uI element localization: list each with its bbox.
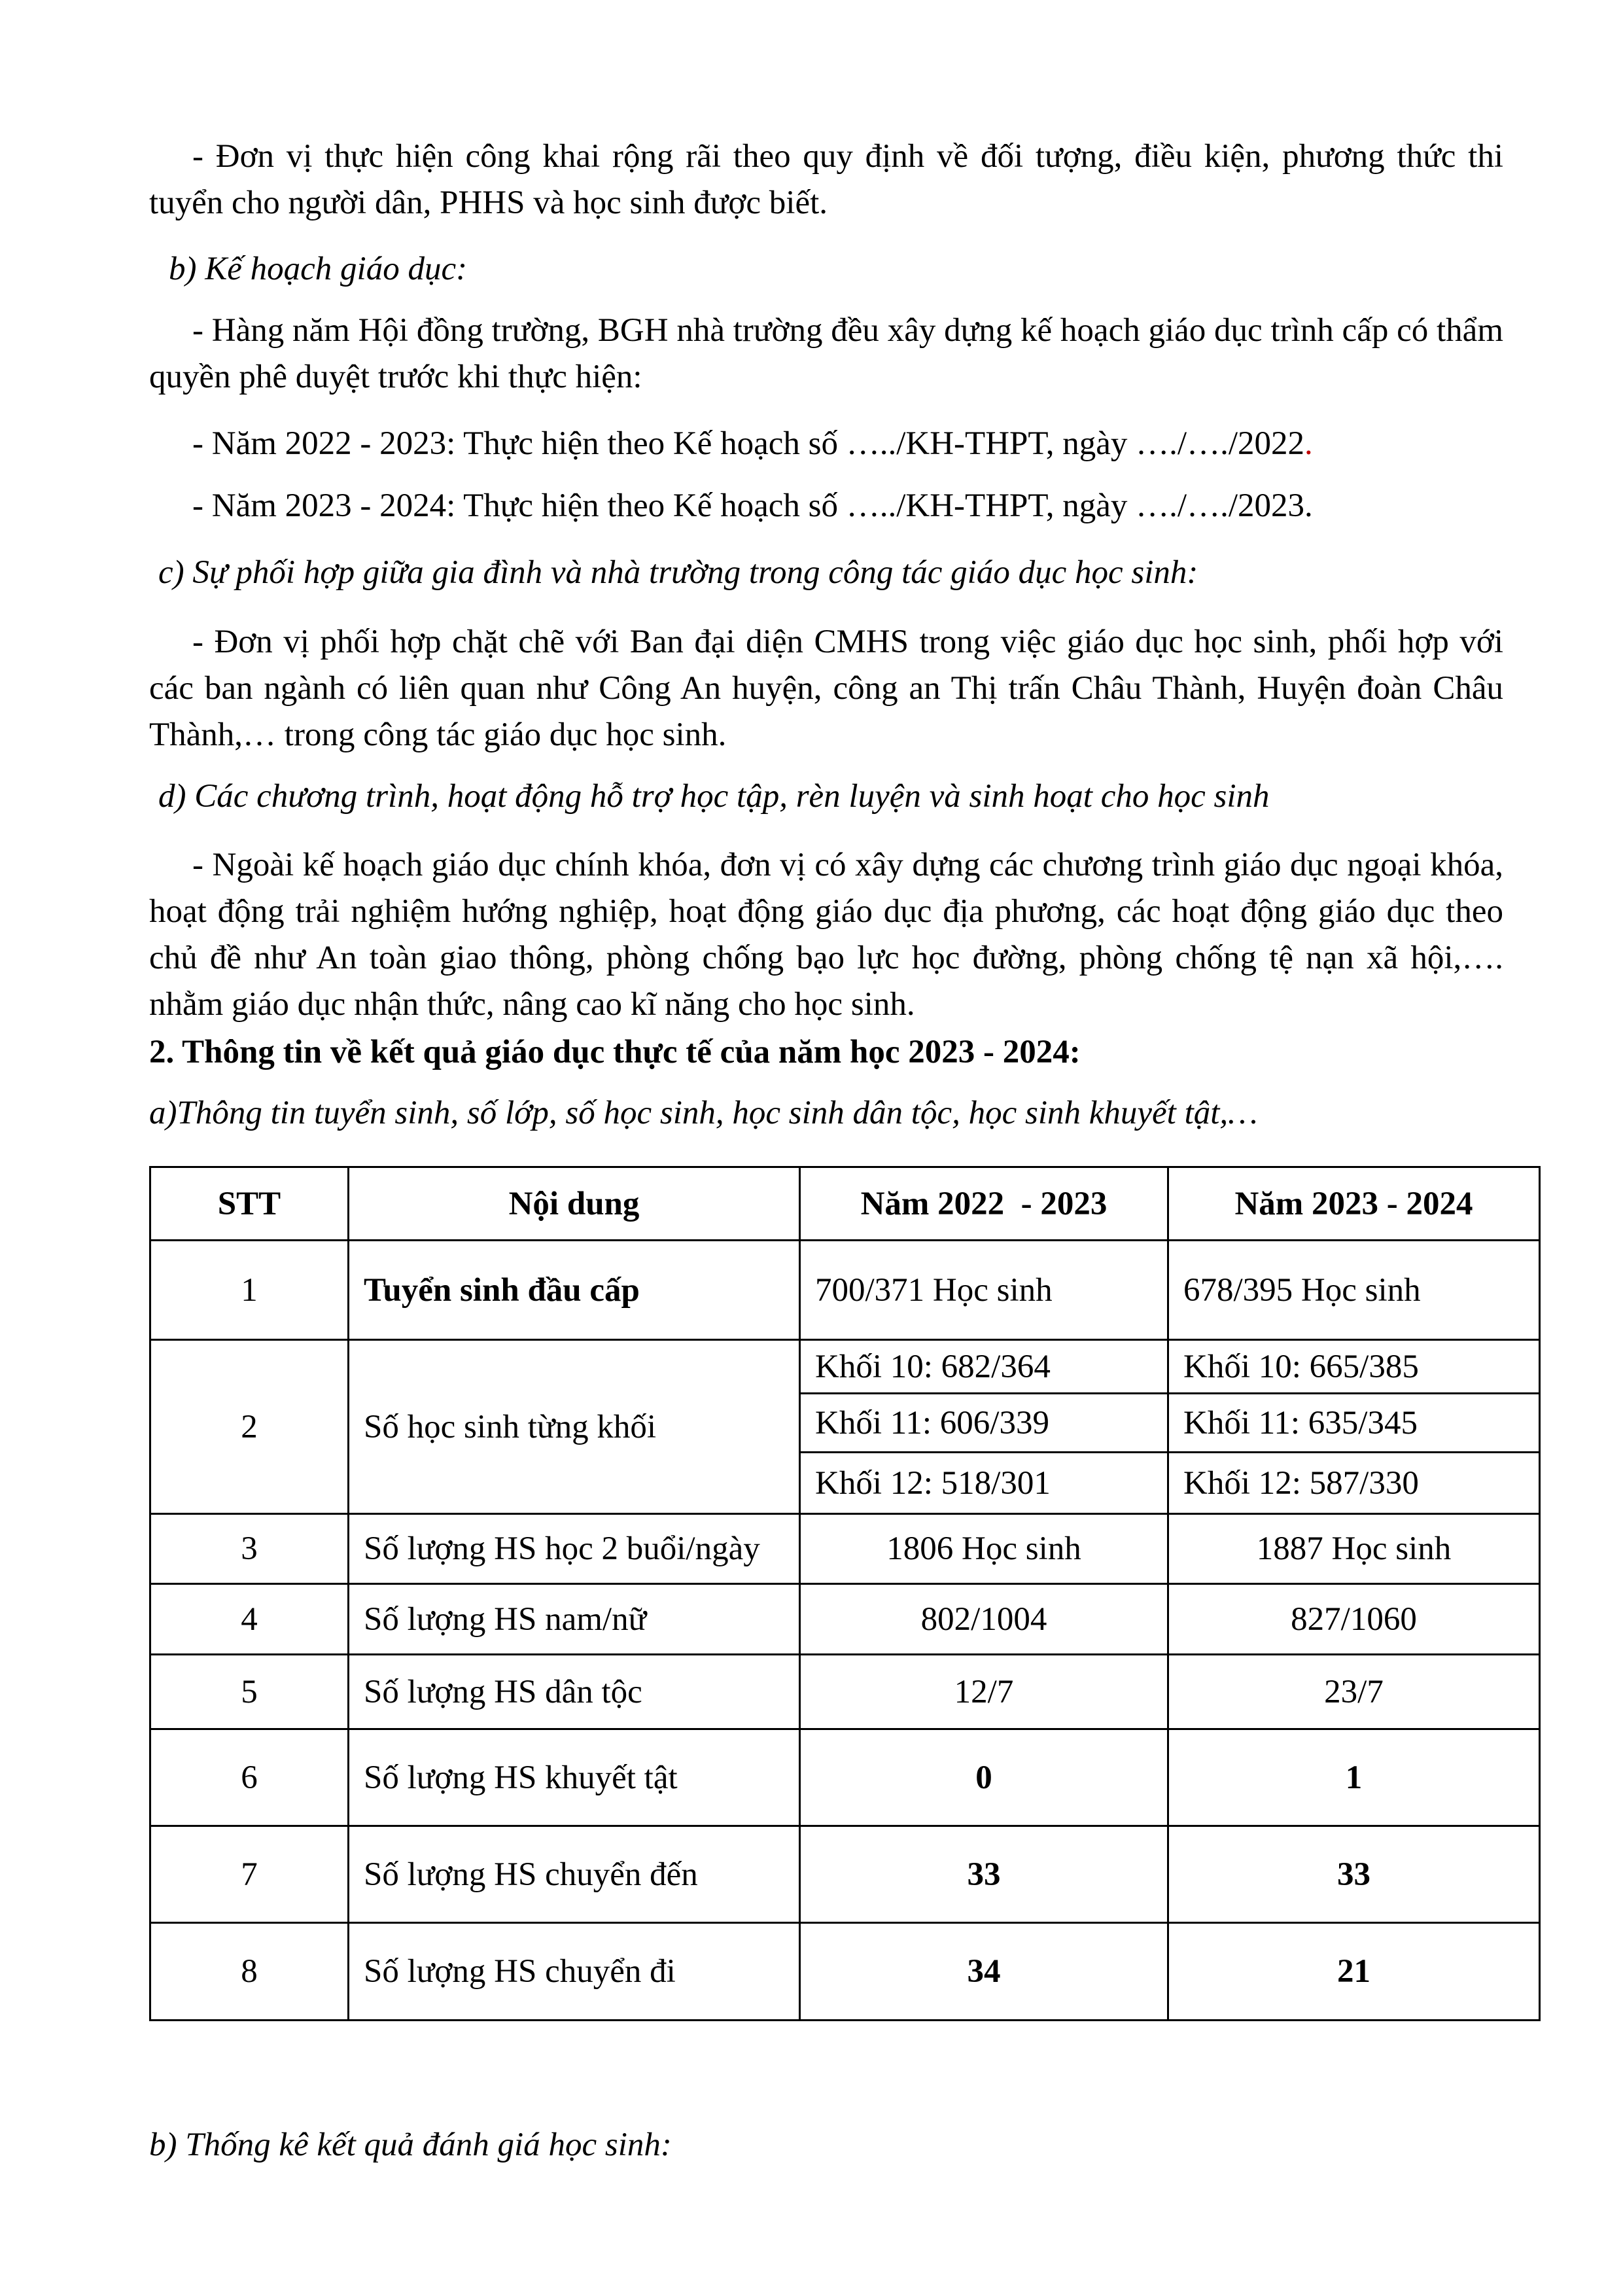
- cell-stt: 7: [150, 1826, 349, 1923]
- cell-content: Số lượng HS nam/nữ: [349, 1584, 800, 1655]
- cell-year2: Khối 12: 587/330: [1168, 1453, 1540, 1514]
- heading-education-plan: b) Kế hoạch giáo dục:: [169, 251, 468, 287]
- cell-year2: Khối 11: 635/345: [1168, 1394, 1540, 1453]
- cell-year2: 21: [1168, 1923, 1540, 2021]
- cell-year2: 678/395 Học sinh: [1168, 1241, 1540, 1340]
- cell-year1: 33: [800, 1826, 1168, 1923]
- plan-2022-text: - Năm 2022 - 2023: Thực hiện theo Kế hoạch số …../KH-THPT, ngày …./…./2022: [192, 425, 1304, 462]
- admission-table: [149, 1166, 1541, 2021]
- cell-year2: 1887 Học sinh: [1168, 1514, 1540, 1584]
- table-row: [150, 1923, 1540, 2021]
- header-year-2022: Năm 2022 - 2023: [800, 1167, 1168, 1241]
- cell-content: Số học sinh từng khối: [349, 1340, 800, 1514]
- cell-stt: 4: [150, 1584, 349, 1655]
- table-header-row: [150, 1167, 1540, 1241]
- cell-stt: 1: [150, 1241, 349, 1340]
- cell-year2: 33: [1168, 1826, 1540, 1923]
- paragraph-publicity: - Đơn vị thực hiện công khai rộng rãi theo quy định về đối tượng, điều kiện, phương thức thi tuyển cho người dân, PHHS và học sinh được biết.: [149, 138, 1503, 221]
- plan-2022-dot: .: [1304, 425, 1313, 462]
- header-year-2023: Năm 2023 - 2024: [1168, 1167, 1540, 1241]
- cell-stt: 3: [150, 1514, 349, 1584]
- table-row: [150, 1655, 1540, 1729]
- table-row: [150, 1584, 1540, 1655]
- cell-year2: 1: [1168, 1729, 1540, 1826]
- heading-assessment-stats: b) Thống kê kết quả đánh giá học sinh:: [149, 2127, 672, 2163]
- cell-year1: 1806 Học sinh: [800, 1514, 1168, 1584]
- section-2-title: 2. Thông tin về kết quả giáo dục thực tế của năm học 2023 - 2024:: [149, 1034, 1081, 1070]
- paragraph-plan-2022: [192, 421, 1313, 467]
- heading-support-programs: d) Các chương trình, hoạt động hỗ trợ học tập, rèn luyện và sinh hoạt cho học sinh: [158, 778, 1270, 815]
- paragraph-programs: - Ngoài kế hoạch giáo dục chính khóa, đơn vị có xây dựng các chương trình giáo dục ngoại khóa, hoạt động trải nghiệm hướng nghiệp, hoạt động giáo dục địa phương, các hoạt động giáo dục theo chủ đề như An toàn giao thông, phòng chống bạo lực học đường, phòng chống tệ nạn xã hội,…. nhằm giáo dục nhận thức, nâng cao kĩ năng cho học sinh.: [149, 847, 1503, 1023]
- table-row: [150, 1729, 1540, 1826]
- cell-year2: Khối 10: 665/385: [1168, 1340, 1540, 1394]
- cell-stt: 6: [150, 1729, 349, 1826]
- cell-content: Số lượng HS khuyết tật: [349, 1729, 800, 1826]
- cell-year1: 700/371 Học sinh: [800, 1241, 1168, 1340]
- cell-stt: 5: [150, 1655, 349, 1729]
- cell-year1: Khối 10: 682/364: [800, 1340, 1168, 1394]
- cell-stt: 2: [150, 1340, 349, 1514]
- cell-content: Số lượng HS dân tộc: [349, 1655, 800, 1729]
- cell-year1: 0: [800, 1729, 1168, 1826]
- header-content: Nội dung: [349, 1167, 800, 1241]
- paragraph-plan-annual: - Hàng năm Hội đồng trường, BGH nhà trường đều xây dựng kế hoạch giáo dục trình cấp có thẩm quyền phê duyệt trước khi thực hiện:: [149, 312, 1503, 395]
- heading-family-coordination: c) Sự phối hợp giữa gia đình và nhà trường trong công tác giáo dục học sinh:: [158, 554, 1198, 591]
- paragraph-plan-2023: - Năm 2023 - 2024: Thực hiện theo Kế hoạch số …../KH-THPT, ngày …./…./2023.: [192, 487, 1313, 524]
- table-row: [150, 1514, 1540, 1584]
- paragraph-coordination: - Đơn vị phối hợp chặt chẽ với Ban đại diện CMHS trong việc giáo dục học sinh, phối hợp với các ban ngành có liên quan như Công An huyện, công an Thị trấn Châu Thành, Huyện đoàn Châu Thành,… trong công tác giáo dục học sinh.: [149, 624, 1503, 753]
- cell-year1: 802/1004: [800, 1584, 1168, 1655]
- cell-stt: 8: [150, 1923, 349, 2021]
- cell-content: Số lượng HS chuyển đi: [349, 1923, 800, 2021]
- cell-year1: Khối 11: 606/339: [800, 1394, 1168, 1453]
- table-row: [150, 1340, 1540, 1394]
- cell-content: Tuyển sinh đầu cấp: [349, 1241, 800, 1340]
- cell-year1: 12/7: [800, 1655, 1168, 1729]
- cell-year2: 827/1060: [1168, 1584, 1540, 1655]
- cell-year1: Khối 12: 518/301: [800, 1453, 1168, 1514]
- cell-content: Số lượng HS học 2 buổi/ngày: [349, 1514, 800, 1584]
- table-row: [150, 1241, 1540, 1340]
- cell-content: Số lượng HS chuyển đến: [349, 1826, 800, 1923]
- cell-year2: 23/7: [1168, 1655, 1540, 1729]
- cell-year1: 34: [800, 1923, 1168, 2021]
- header-stt: STT: [150, 1167, 349, 1241]
- heading-admission-info: a)Thông tin tuyển sinh, số lớp, số học sinh, học sinh dân tộc, học sinh khuyết tật,…: [149, 1095, 1258, 1131]
- table-row: [150, 1826, 1540, 1923]
